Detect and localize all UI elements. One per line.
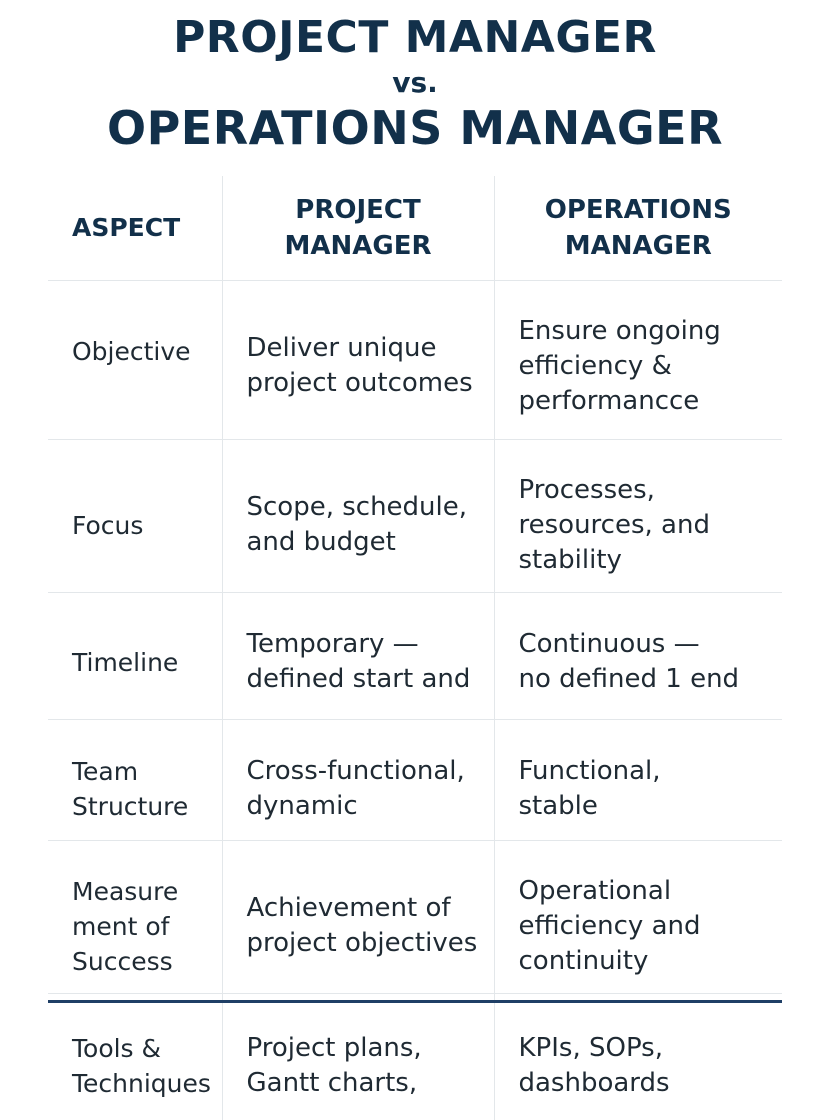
table-row-timeline [48, 593, 782, 720]
aspect-cell: Measure ment of Success [48, 841, 222, 994]
title-line-1: PROJECT MANAGER [0, 10, 830, 66]
project-cell: Deliver unique project outcomes [222, 281, 494, 440]
operations-cell: Functional, stable [494, 720, 782, 841]
project-cell: Cross-functional, dynamic [222, 720, 494, 841]
table-row-tools-techniques [48, 994, 782, 1120]
bottom-rule [48, 1000, 782, 1003]
operations-cell: Continuous — no defined 1 end [494, 593, 782, 720]
title-line-3: OPERATIONS MANAGER [0, 98, 830, 158]
header-aspect: ASPECT [48, 176, 222, 281]
header-project-manager: PROJECT MANAGER [222, 176, 494, 281]
aspect-cell: Focus [48, 440, 222, 593]
project-cell: Scope, schedule, and budget [222, 440, 494, 593]
project-cell: Achievement of project objectives [222, 841, 494, 994]
aspect-cell: Timeline [48, 593, 222, 720]
operations-cell: KPIs, SOPs, dashboards [494, 994, 782, 1120]
table-row-measurement-of-success [48, 841, 782, 994]
comparison-table [48, 176, 782, 1120]
table-row-team-structure [48, 720, 782, 841]
title-vs: vs. [0, 66, 830, 100]
project-cell: Project plans, Gantt charts, [222, 994, 494, 1120]
header-row [48, 176, 782, 281]
operations-cell: Operational efficiency and continuity [494, 841, 782, 994]
header-operations-manager: OPERATIONS MANAGER [494, 176, 782, 281]
aspect-cell: Tools & Techniques [48, 994, 222, 1120]
table-row-objective [48, 281, 782, 440]
table-row-focus [48, 440, 782, 593]
operations-cell: Ensure ongoing efficiency & performancce [494, 281, 782, 440]
aspect-cell: Objective [48, 281, 222, 440]
operations-cell: Processes, resources, and stability [494, 440, 782, 593]
aspect-cell: Team Structure [48, 720, 222, 841]
project-cell: Temporary — defined start and [222, 593, 494, 720]
